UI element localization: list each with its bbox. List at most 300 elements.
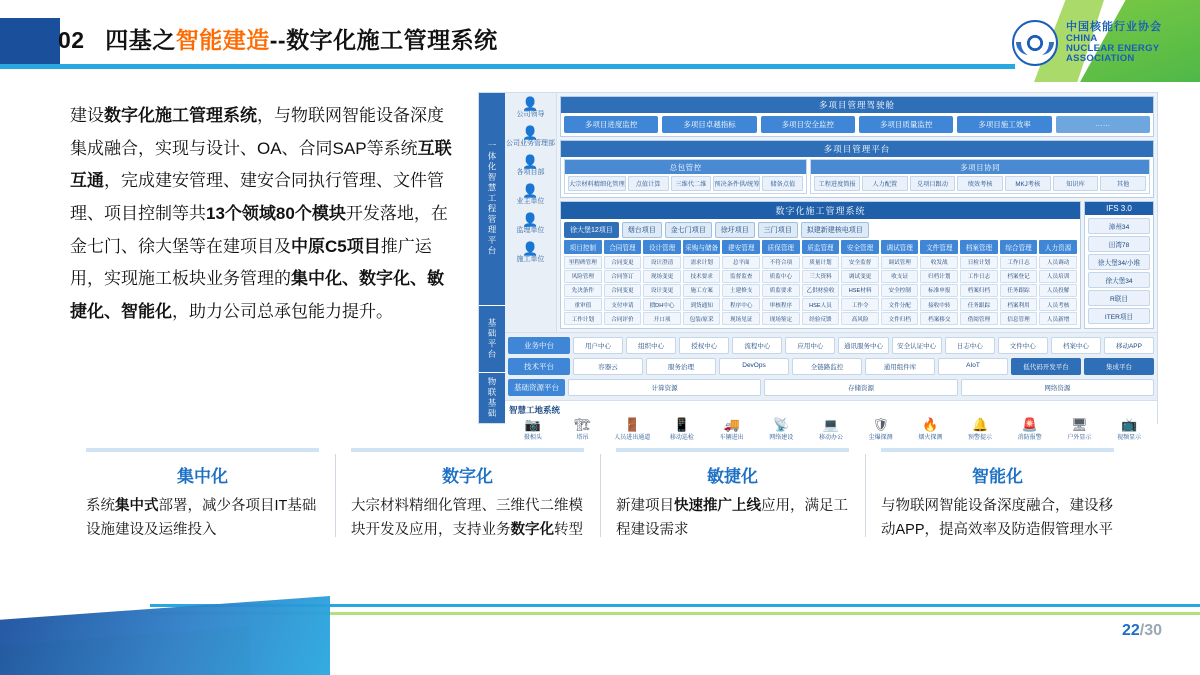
- ifs-panel: [1084, 201, 1154, 329]
- role-item: [517, 155, 545, 177]
- module-cell[interactable]: 归档计划: [920, 270, 958, 283]
- mgmt-group-items: [565, 174, 806, 193]
- module-cell[interactable]: 任务跟踪: [960, 298, 998, 311]
- logo-english-line2: NUCLEAR ENERGY: [1066, 42, 1160, 54]
- mgmt-group-title: 总包管控: [565, 160, 806, 174]
- module-cell[interactable]: 掼DH中心: [643, 298, 681, 311]
- base-row-label: 业务中台: [508, 337, 570, 354]
- intro-paragraph: [70, 100, 460, 328]
- cockpit-chip[interactable]: 多项目进度监控: [564, 116, 658, 133]
- person-icon: 👤: [522, 183, 539, 199]
- iot-label: 网络建设: [769, 434, 794, 441]
- module-header[interactable]: 档案管理: [960, 240, 998, 254]
- card-text-seg2: 应用，满足工程建设需求: [616, 498, 848, 538]
- mgmt-item[interactable]: 工程进度简报: [814, 176, 860, 191]
- module-cell[interactable]: 日检计划: [960, 256, 998, 269]
- card-text-seg1: 与物联网智能设备深度融合，建设移动APP，提高效率及防造假管理水平: [881, 498, 1114, 538]
- base-platform-row: [505, 335, 1157, 356]
- para-seg5: 推广运用，实现施工板块业务管理的: [70, 236, 432, 289]
- cockpit-title: 多项目管理驾驶舱: [561, 97, 1153, 113]
- association-logo: [1012, 20, 1162, 66]
- card-text-bold: 集中式: [115, 498, 159, 514]
- card-agility: [600, 448, 865, 543]
- cockpit-panel: [560, 96, 1154, 137]
- module-column: [881, 256, 919, 325]
- module-cell[interactable]: 乙供材验收: [802, 284, 840, 297]
- para-bold1: 数字化施工管理系统: [104, 106, 257, 125]
- fire-icon: 🔥: [922, 416, 939, 432]
- iot-item: [658, 418, 706, 441]
- logo-english-line3: ASSOCIATION: [1066, 52, 1135, 64]
- card-title: 智能化: [972, 467, 1023, 486]
- base-cell[interactable]: 用户中心: [573, 337, 623, 354]
- iot-item: [757, 418, 805, 441]
- footer-blue-sweep: [0, 596, 330, 675]
- diagram-layer-labels: [479, 93, 505, 423]
- card-top-bar: [86, 448, 319, 452]
- role-label: 监理单位: [516, 227, 545, 235]
- module-cell[interactable]: 质监中心: [762, 270, 800, 283]
- page-number: [1122, 622, 1162, 640]
- camera-icon: 📷: [524, 416, 541, 432]
- ifs-project-item[interactable]: 漳州34: [1088, 218, 1150, 234]
- project-tab[interactable]: 三门项目: [758, 222, 798, 238]
- page-number-total: /30: [1139, 622, 1162, 639]
- tech-cell[interactable]: DevOps: [719, 358, 789, 375]
- project-tab[interactable]: 金七门项目: [665, 222, 712, 238]
- module-cell[interactable]: 质监要求: [762, 284, 800, 297]
- module-cell[interactable]: 施工方案: [683, 284, 721, 297]
- role-label: 公司领导: [516, 111, 545, 118]
- tech-cell[interactable]: 容器云: [573, 358, 643, 375]
- module-cell[interactable]: 重审值: [564, 298, 602, 311]
- module-cell[interactable]: 总平面: [722, 256, 760, 269]
- module-cell[interactable]: 工作计划: [564, 312, 602, 325]
- module-cell[interactable]: 人员新增: [1039, 312, 1077, 325]
- tech-cell[interactable]: 全链路监控: [792, 358, 862, 375]
- base-cell[interactable]: 应用中心: [785, 337, 835, 354]
- ifs-project-item[interactable]: ITER项目: [1088, 308, 1150, 324]
- module-cell[interactable]: 里程碑管理: [564, 256, 602, 269]
- module-cell[interactable]: 土建修支: [722, 284, 760, 297]
- module-cell[interactable]: 调试管理: [881, 256, 919, 269]
- benefit-cards: [70, 448, 1130, 543]
- person-icon: 👤: [522, 125, 539, 141]
- role-item: [517, 184, 545, 206]
- cockpit-chip[interactable]: 多项目质量监控: [859, 116, 953, 133]
- module-cell[interactable]: 监督监查: [722, 270, 760, 283]
- card-text-seg1: 新建项目: [616, 498, 674, 514]
- logo-icon: [1012, 20, 1058, 66]
- cockpit-chip-row: [561, 113, 1153, 136]
- layer-label-base: 基础平台: [479, 306, 505, 373]
- base-cell[interactable]: 通讯服务中心: [838, 337, 888, 354]
- mgmt-group-items: [811, 174, 1149, 193]
- module-header[interactable]: 综合管理: [1000, 240, 1038, 254]
- person-icon: 👤: [522, 96, 539, 111]
- module-cell[interactable]: 合同评价: [604, 312, 642, 325]
- iot-item: [559, 418, 607, 441]
- module-cell[interactable]: 合同签订: [604, 270, 642, 283]
- project-tab[interactable]: 徐圩项目: [715, 222, 755, 238]
- iot-item-row: [509, 418, 1153, 441]
- module-cell[interactable]: 风险管理: [564, 270, 602, 283]
- mgmt-item[interactable]: 大宗材料精细化管理: [568, 176, 626, 191]
- module-cell[interactable]: 收发战: [920, 256, 958, 269]
- resource-cell[interactable]: 计算资源: [568, 379, 761, 396]
- base-row-cells: [573, 337, 1154, 354]
- iot-label: 烟火探测: [918, 434, 943, 441]
- module-cell[interactable]: 先决条件: [564, 284, 602, 297]
- tech-cell[interactable]: 服务治理: [646, 358, 716, 375]
- module-cell[interactable]: HSE人员: [802, 298, 840, 311]
- module-header[interactable]: 合同管理: [604, 240, 642, 254]
- card-text-bold: 快速推广上线: [674, 498, 761, 514]
- card-title: 数字化: [442, 467, 493, 486]
- module-cell[interactable]: 支付申请: [604, 298, 642, 311]
- module-header[interactable]: 设计管理: [643, 240, 681, 254]
- module-cell[interactable]: 到货通知: [683, 298, 721, 311]
- module-cell[interactable]: 三大资料: [802, 270, 840, 283]
- card-text-seg1: 系统: [86, 498, 115, 514]
- iot-label: 人员进出通道: [614, 434, 651, 441]
- mgmt-item[interactable]: 知识库: [1053, 176, 1099, 191]
- ifs-project-item[interactable]: 田湾78: [1088, 236, 1150, 252]
- tech-cell-integration[interactable]: 集成平台: [1084, 358, 1154, 375]
- iot-item: [857, 418, 905, 441]
- module-cell[interactable]: 不符合项: [762, 256, 800, 269]
- module-cell[interactable]: 信息管理: [1000, 312, 1038, 325]
- base-cell[interactable]: 档案中心: [1051, 337, 1101, 354]
- module-cell[interactable]: 审核程序: [762, 298, 800, 311]
- para-bold2: 互联互通: [70, 138, 452, 191]
- iot-label: 摄相头: [523, 434, 542, 441]
- card-text: [86, 495, 319, 543]
- person-icon: 👤: [522, 241, 539, 257]
- layer-label-platform: 一体化智慧工程管理平台: [479, 93, 505, 306]
- module-header[interactable]: 安全管理: [841, 240, 879, 254]
- card-top-bar: [616, 448, 849, 452]
- module-header[interactable]: 建安管理: [722, 240, 760, 254]
- mgmt-item[interactable]: 人力配置: [862, 176, 908, 191]
- module-column: [604, 256, 642, 325]
- card-top-bar: [351, 448, 584, 452]
- module-cell[interactable]: 现场见证: [722, 312, 760, 325]
- tech-row-cells: [573, 358, 1154, 375]
- mgmt-group-title: 多项目协同: [811, 160, 1149, 174]
- module-grid: [561, 256, 1080, 328]
- page-title-number: 02: [58, 27, 85, 53]
- tech-cell[interactable]: 通用组件库: [865, 358, 935, 375]
- module-header[interactable]: 采购与储备: [683, 240, 721, 254]
- role-label: 公司业务管理部: [506, 140, 555, 148]
- iot-item: [509, 418, 557, 441]
- para-bold5: 集中化、数字化、敏捷化、智能化: [70, 269, 444, 321]
- module-column: [1039, 256, 1077, 325]
- cockpit-chip[interactable]: 多项目施工效率: [957, 116, 1051, 133]
- mobile-office-icon: 💻: [822, 416, 840, 432]
- ifs-project-item[interactable]: R联目: [1088, 290, 1150, 306]
- crane-icon: 🏗: [574, 416, 591, 432]
- iot-label: 户外显示: [1067, 434, 1092, 441]
- iot-item: [807, 418, 855, 441]
- card-text-seg2: 转型: [554, 521, 583, 538]
- role-label: 业主单位: [516, 198, 545, 206]
- logo-text: [1066, 22, 1162, 63]
- module-header[interactable]: 质监管理: [802, 240, 840, 254]
- card-text: [351, 495, 584, 543]
- header-accent-block: [0, 18, 60, 64]
- module-column: [920, 256, 958, 325]
- mgmt-item[interactable]: 预决条件供/统筹: [713, 176, 760, 191]
- card-text: [881, 495, 1114, 543]
- iot-label: 塔吊: [576, 434, 589, 441]
- fire-alarm-icon: 🚨: [1021, 416, 1038, 432]
- platform-panels: [557, 93, 1157, 332]
- iot-label: 尘爆探测: [868, 434, 893, 441]
- ifs-title: IFS 3.0: [1085, 202, 1153, 215]
- module-cell[interactable]: 人员培训: [1039, 270, 1077, 283]
- ifs-project-item[interactable]: 徐大堡34: [1088, 272, 1150, 288]
- page-title-post: --数字化施工管理系统: [269, 27, 498, 53]
- module-header[interactable]: 人力资源: [1039, 240, 1077, 254]
- module-header-row: [561, 240, 1080, 256]
- mgmt-item[interactable]: 三维代二维: [671, 176, 712, 191]
- module-cell[interactable]: 合同变更: [604, 256, 642, 269]
- card-top-bar: [881, 448, 1114, 452]
- cockpit-chip[interactable]: 多项目安全监控: [761, 116, 855, 133]
- module-cell[interactable]: 人员考核: [1039, 298, 1077, 311]
- mgmt-item[interactable]: MKJ考核: [1005, 176, 1051, 191]
- tech-cell[interactable]: AIoT: [938, 358, 1008, 375]
- module-cell[interactable]: 技术要求: [683, 270, 721, 283]
- para-seg1: 建设: [70, 106, 104, 125]
- iot-item: [1056, 418, 1104, 441]
- multi-project-platform-panel: [560, 140, 1154, 198]
- module-column: [564, 256, 602, 325]
- role-label: 施工单位: [516, 256, 545, 264]
- module-column: [960, 256, 998, 325]
- module-cell[interactable]: 档案登记: [1000, 270, 1038, 283]
- base-cell[interactable]: 流程中心: [732, 337, 782, 354]
- network-icon: 📡: [773, 416, 790, 432]
- role-label: 各项目部: [516, 169, 545, 177]
- iot-title: 智慧工地系统: [509, 404, 561, 415]
- module-cell[interactable]: 收支证: [881, 270, 919, 283]
- module-cell[interactable]: 档案归档: [960, 284, 998, 297]
- module-header[interactable]: 项目控制: [564, 240, 602, 254]
- iot-item: [708, 418, 756, 441]
- outdoor-display-icon: 🖥: [1071, 416, 1088, 432]
- page-title: [58, 22, 498, 55]
- project-tab[interactable]: 徐大堡12项目: [564, 222, 619, 238]
- module-column: [643, 256, 681, 325]
- iot-item: [1006, 418, 1054, 441]
- iot-item: [1105, 418, 1153, 441]
- module-cell[interactable]: 程序中心: [722, 298, 760, 311]
- base-cell[interactable]: 授权中心: [679, 337, 729, 354]
- mgmt-group-general: [564, 159, 807, 194]
- module-header[interactable]: 调试管理: [881, 240, 919, 254]
- module-cell[interactable]: 需求计划: [683, 256, 721, 269]
- module-cell[interactable]: 标准申报: [920, 284, 958, 297]
- card-title: 敏捷化: [707, 467, 758, 486]
- module-cell[interactable]: 工作令: [841, 298, 879, 311]
- ifs-project-item[interactable]: 徐大堡34/小堆: [1088, 254, 1150, 270]
- module-cell[interactable]: HSE材料: [841, 284, 879, 297]
- page-number-current: 22: [1121, 622, 1140, 639]
- module-cell[interactable]: 文件归档: [881, 312, 919, 325]
- layer-label-iot: 物联基础: [487, 377, 497, 420]
- iot-label: 消防报警: [1017, 434, 1042, 441]
- role-column: [505, 93, 557, 332]
- module-column: [802, 256, 840, 325]
- alarm-icon: 🔔: [971, 416, 989, 432]
- para-bold4: 中原C5项目: [291, 236, 381, 256]
- person-icon: 👤: [522, 212, 539, 228]
- card-text-seg2: 部署，减少各项目IT基础设施建设及运维投入: [86, 498, 317, 538]
- card-intelligence: [865, 448, 1130, 543]
- project-tab[interactable]: 烟台项目: [622, 222, 662, 238]
- project-tab[interactable]: 拟建新建核电项目: [801, 222, 869, 238]
- card-digitalization: [335, 448, 600, 543]
- iot-label: 视频显示: [1117, 434, 1142, 441]
- platform-layer: [505, 93, 1157, 332]
- module-cell[interactable]: 现场变更: [643, 270, 681, 283]
- module-cell[interactable]: 工作日志: [960, 270, 998, 283]
- module-column: [841, 256, 879, 325]
- module-cell[interactable]: 借阅管理: [960, 312, 998, 325]
- module-cell[interactable]: 人员调动: [1039, 256, 1077, 269]
- iot-item: [907, 418, 955, 441]
- para-seg2: ，与物联网智能设备深度集成融合，实现与设计、OA、合同SAP等系统: [70, 106, 444, 158]
- mgmt-item[interactable]: 其他: [1100, 176, 1146, 191]
- module-cell[interactable]: 合同变更: [604, 284, 642, 297]
- card-centralization: [70, 448, 335, 543]
- resource-cell[interactable]: 存储资源: [764, 379, 957, 396]
- card-text: [616, 495, 849, 543]
- base-cell[interactable]: 组织中心: [626, 337, 676, 354]
- module-cell[interactable]: 人员投解: [1039, 284, 1077, 297]
- module-cell[interactable]: 任务跟踪: [1000, 284, 1038, 297]
- card-title: 集中化: [177, 467, 228, 486]
- base-platform-layer: [505, 332, 1157, 400]
- logo-chinese-name: 中国核能行业协会: [1066, 21, 1162, 34]
- role-item: [517, 242, 545, 264]
- role-item: [517, 97, 545, 119]
- module-cell[interactable]: 质量计划: [802, 256, 840, 269]
- module-cell[interactable]: 设计澄清: [643, 256, 681, 269]
- resource-cell[interactable]: 网络资源: [961, 379, 1154, 396]
- mobile-icon: 📱: [673, 416, 690, 432]
- mgmt-item[interactable]: 储备点值: [762, 176, 803, 191]
- mgmt-platform-title: 多项目管理平台: [561, 141, 1153, 157]
- resource-row-label: 基础资源平台: [508, 379, 565, 396]
- core-system-section: [560, 201, 1154, 329]
- base-cell[interactable]: 日志中心: [945, 337, 995, 354]
- module-cell[interactable]: 接收中转: [920, 298, 958, 311]
- resource-row-cells: [568, 379, 1154, 396]
- module-cell[interactable]: 档案移交: [920, 312, 958, 325]
- module-cell[interactable]: 调试变更: [841, 270, 879, 283]
- para-bold3: 13个领域80个模块: [206, 203, 346, 223]
- mgmt-groups: [561, 157, 1153, 197]
- module-cell[interactable]: 高风险: [841, 312, 879, 325]
- module-header[interactable]: 文件管理: [920, 240, 958, 254]
- module-cell[interactable]: 开口项: [643, 312, 681, 325]
- iot-body: [505, 401, 1157, 444]
- tech-platform-row: [505, 356, 1157, 377]
- mgmt-item[interactable]: 兑项目跟动: [910, 176, 956, 191]
- video-monitor-icon: 📺: [1121, 416, 1138, 432]
- page-title-pre: 四基之: [105, 27, 176, 53]
- role-item: [517, 213, 545, 235]
- tech-cell-lowcode[interactable]: 低代码开发平台: [1011, 358, 1081, 375]
- base-cell[interactable]: 文件中心: [998, 337, 1048, 354]
- iot-item: [608, 418, 656, 441]
- logo-english-line1: CHINA: [1066, 32, 1098, 44]
- header-underline: [0, 64, 1015, 69]
- iot-layer: [505, 400, 1157, 444]
- module-cell[interactable]: 档案利用: [1000, 298, 1038, 311]
- diagram-content: [505, 93, 1157, 441]
- cockpit-chip-more[interactable]: ……: [1056, 116, 1150, 133]
- card-text-seg1: 大宗材料精细化管理、三维代二维模块开发及应用，支持业务: [351, 498, 583, 538]
- cockpit-chip[interactable]: 多项目卓越指标: [662, 116, 756, 133]
- module-header[interactable]: 质保管理: [762, 240, 800, 254]
- card-text-bold: 数字化: [510, 521, 554, 538]
- ifs-project-list: [1085, 215, 1153, 328]
- module-cell[interactable]: 文件分配: [881, 298, 919, 311]
- iot-label: 车辆进出: [719, 434, 744, 441]
- shield-icon: 🛡: [872, 416, 889, 432]
- iot-label: 移动巡检: [669, 434, 694, 441]
- para-seg3: ，完成建安管理、建安合同执行管理、文件管理、项目控制等共: [70, 171, 444, 223]
- iot-item: [956, 418, 1004, 441]
- module-cell[interactable]: 包装/原采: [683, 312, 721, 325]
- module-column: [722, 256, 760, 325]
- mgmt-item[interactable]: 绩效考核: [957, 176, 1003, 191]
- page-title-highlight: 智能建造: [175, 27, 270, 53]
- tech-row-label: 技术平台: [508, 358, 570, 375]
- project-tab-row: [561, 219, 1080, 240]
- module-cell[interactable]: 安全监督: [841, 256, 879, 269]
- module-cell[interactable]: 安全控制: [881, 284, 919, 297]
- mgmt-group-collab: [810, 159, 1150, 194]
- module-cell[interactable]: 工作日志: [1000, 256, 1038, 269]
- gate-icon: 🚪: [624, 416, 641, 432]
- para-seg6: ，助力公司总承包能力提升。: [172, 301, 393, 321]
- resource-platform-row: [505, 377, 1157, 398]
- person-icon: 👤: [522, 154, 539, 170]
- system-architecture-diagram: [478, 92, 1158, 441]
- role-item: [506, 126, 555, 148]
- mgmt-item[interactable]: 点值计算: [628, 176, 669, 191]
- truck-icon: 🚚: [723, 416, 740, 432]
- module-column: [683, 256, 721, 325]
- core-system-title: 数字化施工管理系统: [561, 202, 1080, 219]
- module-cell[interactable]: 设计变更: [643, 284, 681, 297]
- module-column: [1000, 256, 1038, 325]
- core-system-panel: [560, 201, 1081, 329]
- iot-label: 移动办公: [818, 434, 843, 441]
- base-cell[interactable]: 安全认证中心: [892, 337, 942, 354]
- base-cell[interactable]: 移动APP: [1104, 337, 1154, 354]
- module-cell[interactable]: 现场鉴定: [762, 312, 800, 325]
- module-cell[interactable]: 经验反馈: [802, 312, 840, 325]
- module-column: [762, 256, 800, 325]
- para-seg4: 开发落地，在金七门、徐大堡等在建项目及: [70, 203, 448, 256]
